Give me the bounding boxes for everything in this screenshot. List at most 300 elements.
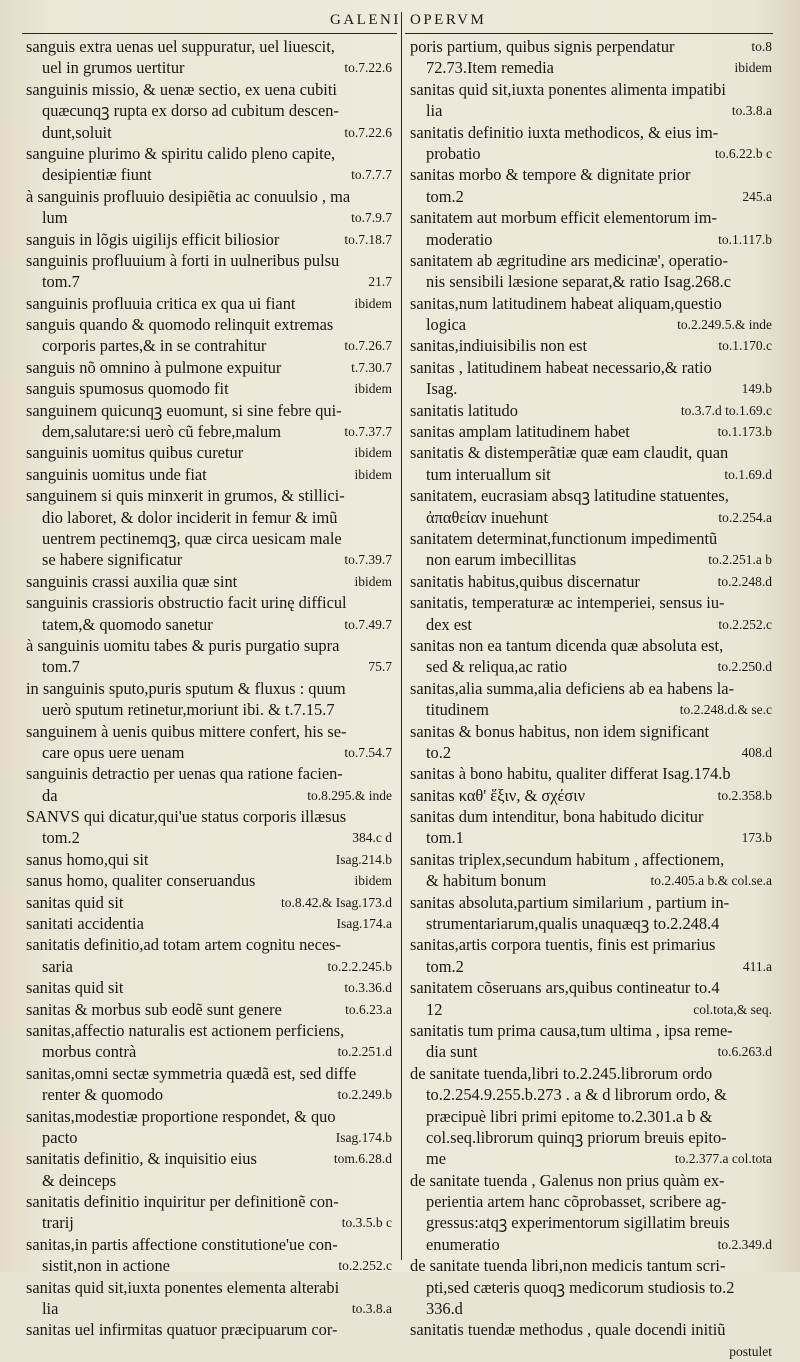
entry-continuation-line bbox=[26, 549, 392, 570]
index-entry bbox=[26, 977, 392, 998]
entry-text: sanguinis crassioris obstructio facit urinę difficul bbox=[26, 593, 347, 613]
entry-text: sanitas , latitudinem habeat necessario,& ratio bbox=[410, 357, 712, 377]
index-entry bbox=[26, 314, 392, 357]
entry-headword-line bbox=[26, 571, 392, 592]
entry-reference: 384.c d bbox=[352, 830, 392, 846]
entry-headword-line bbox=[410, 678, 772, 699]
running-head-right: OPERVM bbox=[410, 12, 487, 28]
entry-text: sed & reliqua,ac ratio bbox=[426, 657, 568, 677]
entry-text: sanitas καθ' ἕξιν, & σχέσιν bbox=[410, 785, 586, 805]
entry-text: in sanguinis sputo,puris sputum & fluxus : quum bbox=[26, 678, 346, 698]
entry-text: sanitatem aut morbum efficit elementorum im- bbox=[410, 208, 717, 228]
entry-headword-line bbox=[26, 464, 392, 485]
index-entry bbox=[26, 293, 392, 314]
index-entry bbox=[26, 1020, 392, 1063]
entry-text: sanguis in lõgis uigilijs efficit biliosior bbox=[26, 229, 280, 249]
index-entry bbox=[26, 1319, 392, 1340]
entry-headword-line bbox=[26, 913, 392, 934]
entry-text: sanitas dum intenditur, bona habitudo dicitur bbox=[410, 807, 704, 827]
entry-text: sanguinem si quis minxerit in grumos, & stillici- bbox=[26, 486, 345, 506]
entry-continuation-line bbox=[410, 656, 772, 677]
entry-headword-line bbox=[26, 293, 392, 314]
entry-text: dia sunt bbox=[426, 1042, 478, 1062]
entry-headword-line bbox=[26, 977, 392, 998]
entry-text: 336.d bbox=[426, 1299, 463, 1319]
entry-text: strumentariarum,qualis unaquæqꝫ to.2.248.4 bbox=[426, 914, 720, 934]
entry-continuation-line bbox=[26, 528, 392, 549]
entry-text: de sanitate tuenda libri,non medicis tantum scri- bbox=[410, 1256, 726, 1276]
index-entry bbox=[26, 250, 392, 293]
entry-reference: to.2.377.a col.tota bbox=[674, 1151, 772, 1167]
entry-reference: to.2.249.b bbox=[337, 1087, 392, 1103]
entry-continuation-line bbox=[26, 122, 392, 143]
entry-text: sanguinis detractio per uenas qua ratione facien- bbox=[26, 764, 343, 784]
entry-continuation-line bbox=[410, 186, 772, 207]
entry-continuation-line bbox=[410, 507, 772, 528]
entry-text: care opus uere uenam bbox=[42, 742, 185, 762]
entry-text: sanitas non ea tantum dicenda quæ absoluta est, bbox=[410, 635, 724, 655]
index-entry bbox=[26, 870, 392, 891]
entry-text: tom.7 bbox=[42, 657, 80, 677]
entry-reference: to.6.22.b c bbox=[715, 145, 772, 161]
entry-text: sanitatem cõseruans ars,quibus contineatur to.4 bbox=[410, 978, 720, 998]
entry-reference: ibidem bbox=[354, 445, 392, 461]
entry-text: sanitas,affectio naturalis est actionem perficiens, bbox=[26, 1020, 345, 1040]
index-entry bbox=[26, 913, 392, 934]
entry-text: sanitas absoluta,partium similarium , partium in- bbox=[410, 892, 730, 912]
index-entry bbox=[410, 442, 772, 485]
entry-headword-line bbox=[26, 806, 392, 827]
entry-text: sanitatis definitio inquiritur per definitionẽ con- bbox=[26, 1192, 339, 1212]
entry-continuation-line bbox=[26, 742, 392, 763]
index-entry bbox=[26, 36, 392, 79]
entry-reference: to.7.9.7 bbox=[351, 210, 392, 226]
entry-reference: to.2.251.d bbox=[337, 1044, 392, 1060]
entry-headword-line bbox=[410, 1170, 772, 1191]
index-entry bbox=[26, 934, 392, 977]
index-entry bbox=[410, 250, 772, 293]
index-entry bbox=[410, 1170, 772, 1256]
entry-headword-line bbox=[410, 1319, 772, 1340]
entry-headword-line bbox=[410, 485, 772, 506]
index-entry bbox=[410, 785, 772, 806]
entry-headword-line bbox=[410, 250, 772, 271]
entry-continuation-line bbox=[410, 143, 772, 164]
entry-continuation-line bbox=[410, 57, 772, 78]
entry-continuation-line bbox=[26, 956, 392, 977]
entry-text: sanguinis profluuium à forti in uulneribus pulsu bbox=[26, 250, 340, 270]
entry-text: tatem,& quomodo sanetur bbox=[42, 614, 213, 634]
index-entry bbox=[410, 357, 772, 400]
entry-continuation-line bbox=[410, 614, 772, 635]
entry-headword-line bbox=[26, 635, 392, 656]
entry-headword-line bbox=[26, 721, 392, 742]
entry-reference: ibidem bbox=[354, 873, 392, 889]
entry-reference: to.2.248.d.& se.c bbox=[679, 702, 772, 718]
index-entry bbox=[26, 1191, 392, 1234]
index-entry bbox=[26, 806, 392, 849]
entry-text: de sanitate tuenda,libri to.2.245.librorum ordo bbox=[410, 1063, 713, 1083]
entry-text: tom.2 bbox=[42, 828, 80, 848]
entry-headword-line bbox=[26, 1020, 392, 1041]
index-column-right bbox=[410, 36, 772, 1362]
entry-continuation-line bbox=[410, 314, 772, 335]
index-entry bbox=[410, 678, 772, 721]
entry-headword-line bbox=[26, 314, 392, 335]
entry-text: nis sensibili læsione separat,& ratio Isag.268.c bbox=[426, 272, 731, 292]
entry-headword-line bbox=[26, 678, 392, 699]
index-entry bbox=[26, 143, 392, 186]
entry-text: trarij bbox=[42, 1213, 74, 1233]
index-entry bbox=[26, 1277, 392, 1320]
entry-reference: col.tota,& seq. bbox=[693, 1001, 772, 1017]
entry-continuation-line bbox=[26, 335, 392, 356]
entry-reference: to.8 bbox=[751, 39, 772, 54]
entry-text: sistit,non in actione bbox=[42, 1256, 170, 1276]
entry-text: sanguine plurimo & spiritu calido pleno capite, bbox=[26, 143, 336, 163]
header-rule-right bbox=[405, 33, 773, 34]
entry-continuation-line bbox=[410, 999, 772, 1020]
entry-headword-line bbox=[26, 592, 392, 613]
entry-headword-line bbox=[26, 143, 392, 164]
entry-text: sanguis extra uenas uel suppuratur, uel liuescit, bbox=[26, 37, 335, 56]
entry-headword-line bbox=[410, 293, 772, 314]
entry-reference: to.3.5.b c bbox=[341, 1215, 392, 1231]
entry-text: tom.7 bbox=[42, 272, 80, 292]
index-entry bbox=[26, 635, 392, 678]
entry-reference: t.7.30.7 bbox=[351, 359, 392, 375]
entry-text: sanguinis missio, & uenæ sectio, ex uena cubiti bbox=[26, 79, 337, 99]
index-entry bbox=[26, 1063, 392, 1106]
entry-reference: to.8.295.& inde bbox=[307, 787, 392, 803]
entry-headword-line bbox=[410, 442, 772, 463]
entry-reference: to.7.26.7 bbox=[344, 338, 392, 354]
entry-headword-line bbox=[410, 1063, 772, 1084]
entry-continuation-line bbox=[26, 100, 392, 121]
running-head-left: GALENI bbox=[330, 12, 401, 28]
entry-reference: to.6.23.a bbox=[345, 1001, 392, 1017]
entry-reference: to.3.8.a bbox=[731, 103, 772, 119]
entry-reference: to.1.69.d bbox=[724, 466, 772, 482]
entry-headword-line bbox=[26, 442, 392, 463]
entry-text: sanitas,artis corpora tuentis, finis est primarius bbox=[410, 935, 716, 955]
entry-continuation-line bbox=[410, 956, 772, 977]
entry-reference: 75.7 bbox=[368, 659, 392, 675]
entry-text: saria bbox=[42, 956, 73, 976]
index-entry bbox=[26, 1234, 392, 1277]
entry-text: sanitas amplam latitudinem habet bbox=[410, 422, 630, 442]
entry-continuation-line bbox=[410, 464, 772, 485]
entry-headword-line bbox=[26, 1063, 392, 1084]
index-entry bbox=[26, 357, 392, 378]
entry-text: pti,sed cæteris quoqꝫ medicorum studiosis to.2 bbox=[426, 1277, 735, 1297]
entry-text: enumeratio bbox=[426, 1234, 500, 1254]
entry-text: sanitas uel infirmitas quatuor præcipuarum cor- bbox=[26, 1320, 338, 1340]
entry-reference: to.2.254.a bbox=[718, 509, 772, 525]
entry-reference: 408.d bbox=[741, 744, 772, 760]
index-entry bbox=[410, 806, 772, 849]
entry-continuation-line bbox=[410, 699, 772, 720]
index-entry bbox=[26, 892, 392, 913]
index-entry bbox=[26, 1148, 392, 1191]
entry-headword-line bbox=[410, 335, 772, 356]
index-entry bbox=[26, 763, 392, 806]
entry-text: sanitatis definitio iuxta methodicos, & eius im- bbox=[410, 122, 719, 142]
entry-continuation-line bbox=[410, 229, 772, 250]
entry-headword-line bbox=[26, 79, 392, 100]
index-entry bbox=[410, 485, 772, 528]
entry-continuation-line bbox=[410, 1084, 772, 1105]
entry-text: lia bbox=[42, 1299, 59, 1319]
entry-text: Isag. bbox=[426, 379, 458, 399]
entry-continuation-line bbox=[410, 1234, 772, 1255]
entry-headword-line bbox=[26, 186, 392, 207]
entry-reference: to.3.7.d to.1.69.c bbox=[680, 402, 772, 418]
entry-text: sanitas,in partis affectione constitutione'ue con- bbox=[26, 1234, 338, 1254]
index-entry bbox=[410, 122, 772, 165]
entry-continuation-line bbox=[26, 207, 392, 228]
entry-text: sanitas quid sit bbox=[26, 892, 124, 912]
entry-continuation-line bbox=[26, 421, 392, 442]
entry-text: sanitas & morbus sub eodẽ sunt genere bbox=[26, 999, 282, 1019]
entry-text: 12 bbox=[426, 999, 443, 1019]
entry-text: sanitas,num latitudinem habeat aliquam,questio bbox=[410, 293, 722, 313]
entry-text: uel in grumos uertitur bbox=[42, 58, 185, 78]
entry-text: sanitas,indiuisibilis non est bbox=[410, 336, 588, 356]
entry-continuation-line bbox=[26, 614, 392, 635]
entry-text: dex est bbox=[426, 614, 472, 634]
index-entry bbox=[410, 1255, 772, 1319]
entry-reference: to.2.358.b bbox=[717, 787, 772, 803]
index-entry bbox=[410, 763, 772, 784]
entry-headword-line bbox=[26, 1148, 392, 1169]
entry-reference: to.3.8.a bbox=[351, 1301, 392, 1317]
entry-continuation-line bbox=[410, 1277, 772, 1298]
entry-reference: to.2.251.a b bbox=[708, 552, 772, 568]
entry-continuation-line bbox=[26, 57, 392, 78]
entry-reference: ibidem bbox=[354, 381, 392, 397]
entry-text: sanitas,modestiæ proportione respondet, & quo bbox=[26, 1106, 336, 1126]
index-column-left bbox=[26, 36, 392, 1341]
entry-continuation-line bbox=[410, 1212, 772, 1233]
entry-reference: to.2.349.d bbox=[717, 1236, 772, 1252]
entry-text: uerò sputum retinetur,moriunt ibi. & t.7.15.7 bbox=[42, 700, 335, 720]
entry-headword-line bbox=[410, 357, 772, 378]
entry-reference: to.8.42.& Isag.173.d bbox=[281, 894, 392, 910]
entry-text: morbus contrà bbox=[42, 1042, 137, 1062]
entry-continuation-line bbox=[26, 827, 392, 848]
entry-text: sanguinis crassi auxilia quæ sint bbox=[26, 571, 238, 591]
entry-text: tom.1 bbox=[426, 828, 464, 848]
entry-headword-line bbox=[26, 849, 392, 870]
entry-reference: to.7.54.7 bbox=[344, 744, 392, 760]
index-entry bbox=[410, 892, 772, 935]
entry-reference: 245.a bbox=[742, 188, 772, 204]
entry-reference: to.1.173.b bbox=[717, 424, 772, 440]
entry-continuation-line bbox=[410, 549, 772, 570]
index-entry bbox=[26, 464, 392, 485]
entry-headword-line bbox=[410, 528, 772, 549]
entry-reference: to.2.2.245.b bbox=[327, 958, 392, 974]
entry-text: to.2 bbox=[426, 742, 452, 762]
entry-text: da bbox=[42, 785, 58, 805]
entry-reference: 411.a bbox=[742, 958, 772, 974]
index-entry bbox=[410, 1020, 772, 1063]
column-divider bbox=[401, 12, 402, 1260]
entry-continuation-line bbox=[26, 507, 392, 528]
entry-text: sanitatem ab ægritudine ars medicinæ', operatio- bbox=[410, 250, 728, 270]
entry-text: præcipuè libri primi epitome to.2.301.a b & bbox=[426, 1106, 713, 1126]
entry-reference: ibidem bbox=[354, 466, 392, 482]
index-entry bbox=[26, 721, 392, 764]
entry-headword-line bbox=[26, 934, 392, 955]
entry-text: gressus:atqꝫ experimentorum sigillatim breuis bbox=[426, 1213, 730, 1233]
entry-headword-line bbox=[410, 806, 772, 827]
entry-text: de sanitate tuenda , Galenus non prius quàm ex- bbox=[410, 1170, 725, 1190]
index-entry bbox=[410, 400, 772, 421]
entry-text: ἀπαθείαν inuehunt bbox=[426, 507, 549, 527]
entry-text: à sanguinis uomitu tabes & puris purgatio supra bbox=[26, 635, 340, 655]
entry-reference: to.7.49.7 bbox=[344, 616, 392, 632]
entry-continuation-line bbox=[410, 1127, 772, 1148]
index-entry bbox=[26, 571, 392, 592]
entry-text: sanitas morbo & tempore & dignitate prior bbox=[410, 165, 691, 185]
entry-reference: postulet bbox=[729, 1343, 772, 1359]
entry-text: dem,salutare:si uerò cũ febre,malum bbox=[42, 422, 281, 442]
entry-text: sanitati accidentia bbox=[26, 914, 144, 934]
entry-reference: to.1.117.b bbox=[718, 231, 772, 247]
entry-text: à sanguinis profluuio desipiẽtia ac conuulsio , ma bbox=[26, 186, 351, 206]
index-entry bbox=[410, 592, 772, 635]
index-entry bbox=[26, 79, 392, 143]
entry-reference: to.2.252.c bbox=[338, 1258, 392, 1274]
entry-text: sanus homo, qualiter conseruandus bbox=[26, 871, 256, 891]
entry-text: sanitatis tum prima causa,tum ultima , ipsa reme- bbox=[410, 1020, 733, 1040]
entry-continuation-line bbox=[26, 1170, 392, 1191]
entry-headword-line bbox=[410, 763, 772, 784]
entry-text: to.2.254.9.255.b.273 . a & d librorum ordo, & bbox=[426, 1085, 727, 1105]
entry-reference: Isag.174.b bbox=[335, 1129, 392, 1145]
index-entry bbox=[410, 164, 772, 207]
entry-reference: to.7.18.7 bbox=[344, 231, 392, 247]
entry-text: tom.2 bbox=[426, 956, 464, 976]
entry-text: me bbox=[426, 1149, 447, 1169]
entry-headword-line bbox=[26, 763, 392, 784]
index-entry bbox=[410, 1063, 772, 1170]
entry-text: sanguinis uomitus unde fiat bbox=[26, 464, 207, 484]
entry-reference: to.2.252.c bbox=[718, 616, 772, 632]
entry-text: tum interuallum sit bbox=[426, 464, 551, 484]
entry-text: perientia artem hanc cõprobasset, scribere ag- bbox=[426, 1192, 727, 1212]
index-entry bbox=[410, 421, 772, 442]
entry-headword-line bbox=[26, 870, 392, 891]
entry-continuation-line bbox=[26, 164, 392, 185]
entry-continuation-line bbox=[410, 1341, 772, 1362]
entry-reference: to.2.250.d bbox=[717, 659, 772, 675]
index-entry bbox=[26, 378, 392, 399]
entry-text: sanitas quid sit bbox=[26, 978, 124, 998]
entry-text: renter & quomodo bbox=[42, 1085, 164, 1105]
entry-continuation-line bbox=[410, 742, 772, 763]
entry-reference: to.7.39.7 bbox=[344, 552, 392, 568]
entry-text: sanitatis, temperaturæ ac intemperiei, sensus iu- bbox=[410, 593, 725, 613]
entry-continuation-line bbox=[26, 656, 392, 677]
index-entry bbox=[410, 36, 772, 79]
entry-headword-line bbox=[410, 164, 772, 185]
index-entry bbox=[410, 721, 772, 764]
index-entry bbox=[410, 528, 772, 571]
entry-text: non earum imbecillitas bbox=[426, 550, 577, 570]
entry-continuation-line bbox=[26, 1084, 392, 1105]
entry-reference: ibidem bbox=[354, 573, 392, 589]
entry-reference: to.7.22.6 bbox=[344, 60, 392, 76]
entry-headword-line bbox=[26, 892, 392, 913]
entry-continuation-line bbox=[410, 913, 772, 934]
entry-headword-line bbox=[26, 999, 392, 1020]
index-entry bbox=[26, 999, 392, 1020]
entry-reference: 149.b bbox=[741, 381, 772, 397]
entry-continuation-line bbox=[26, 1212, 392, 1233]
entry-text: & habitum bonum bbox=[426, 871, 547, 891]
entry-headword-line bbox=[26, 1277, 392, 1298]
entry-reference: to.1.170.c bbox=[718, 338, 772, 354]
entry-text: dio laboret, & dolor inciderit in femur & imũ bbox=[42, 507, 338, 527]
index-entry bbox=[26, 186, 392, 229]
entry-text: col.seq.librorum quinqꝫ priorum breuis epito- bbox=[426, 1127, 727, 1147]
entry-text: sanitatem determinat,functionum impedimentũ bbox=[410, 528, 718, 548]
entry-headword-line bbox=[410, 721, 772, 742]
index-entry bbox=[410, 293, 772, 336]
entry-text: lum bbox=[42, 208, 68, 228]
entry-continuation-line bbox=[410, 870, 772, 891]
entry-text: moderatio bbox=[426, 229, 493, 249]
entry-text: desipientiæ fiunt bbox=[42, 165, 152, 185]
entry-text: uentrem pectinemqꝫ, quæ circa uesicam male bbox=[42, 528, 342, 548]
entry-text: sanitas quid sit,iuxta ponentes elementa alterabi bbox=[26, 1277, 340, 1297]
entry-headword-line bbox=[26, 357, 392, 378]
entry-headword-line bbox=[410, 571, 772, 592]
index-entry bbox=[26, 1106, 392, 1149]
entry-text: sanguinis profluuia critica ex qua ui fiant bbox=[26, 293, 296, 313]
entry-text: corporis partes,& in se contrahitur bbox=[42, 336, 267, 356]
entry-text: probatio bbox=[426, 143, 481, 163]
index-entry bbox=[410, 207, 772, 250]
entry-text: sanus homo,qui sit bbox=[26, 849, 149, 869]
entry-headword-line bbox=[410, 849, 772, 870]
entry-continuation-line bbox=[410, 1041, 772, 1062]
entry-reference: Isag.174.a bbox=[336, 916, 392, 932]
entry-headword-line bbox=[26, 400, 392, 421]
entry-continuation-line bbox=[410, 1298, 772, 1319]
entry-headword-line bbox=[410, 36, 772, 57]
header-rule-left bbox=[22, 33, 397, 34]
entry-headword-line bbox=[410, 421, 772, 442]
entry-reference: to.3.36.d bbox=[344, 980, 392, 996]
entry-text: se habere significatur bbox=[42, 550, 183, 570]
entry-headword-line bbox=[410, 934, 772, 955]
entry-text: SANVS qui dicatur,qui'ue status corporis illæsus bbox=[26, 807, 347, 827]
entry-reference: to.2.249.5.& inde bbox=[677, 317, 772, 333]
entry-reference: to.2.405.a b.& col.se.a bbox=[650, 873, 772, 889]
entry-headword-line bbox=[410, 977, 772, 998]
entry-text: titudinem bbox=[426, 700, 489, 720]
entry-headword-line bbox=[410, 207, 772, 228]
entry-reference: to.7.37.7 bbox=[344, 424, 392, 440]
entry-headword-line bbox=[410, 1020, 772, 1041]
entry-text: sanguis nõ omnino à pulmone expuitur bbox=[26, 357, 282, 377]
entry-headword-line bbox=[410, 592, 772, 613]
index-entry bbox=[410, 849, 772, 892]
